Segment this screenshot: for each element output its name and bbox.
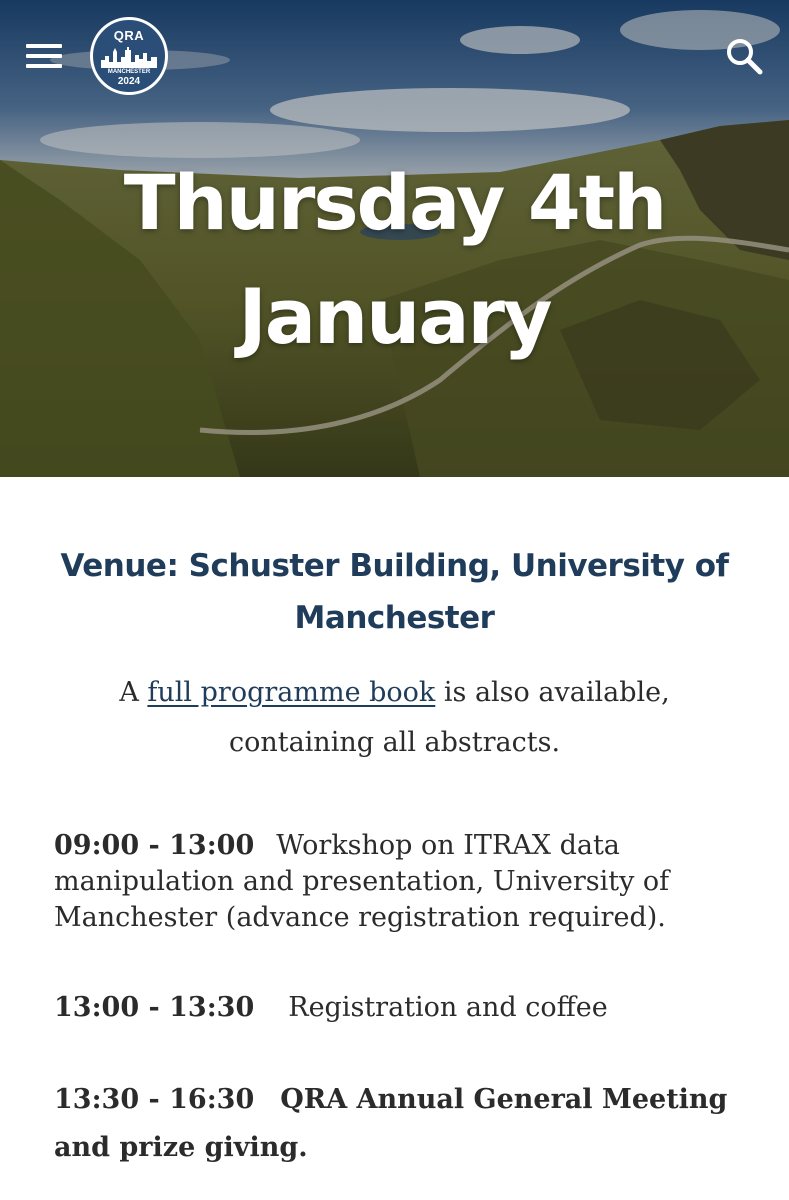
programme-intro-line-1 — [60, 668, 729, 718]
schedule-item — [54, 828, 744, 936]
schedule-time: 09:00 - 13:00 — [54, 830, 255, 861]
venue-heading-line-2: Manchester — [294, 600, 495, 636]
qra-manchester-2024-logo[interactable] — [90, 17, 168, 95]
logo-year-text: 2024 — [117, 76, 141, 87]
schedule-description: QRA Annual General Meeting and prize giving. — [54, 1084, 728, 1163]
schedule-time: 13:00 - 13:30 — [54, 992, 255, 1023]
page-title-line-1: Thursday 4th — [123, 158, 666, 247]
programme-intro — [60, 668, 729, 768]
schedule-description: Registration and coffee — [288, 992, 608, 1023]
search-icon[interactable] — [722, 34, 766, 78]
schedule-item — [54, 1076, 744, 1172]
skyline-icon — [101, 46, 157, 68]
schedule-item — [54, 988, 744, 1028]
venue-heading-line-1: Venue: Schuster Building, University of — [60, 548, 729, 584]
programme-intro-line-2: containing all abstracts. — [228, 727, 561, 758]
hero-banner — [0, 0, 789, 477]
intro-suffix: is also available, — [435, 677, 670, 708]
programme-book-link[interactable]: full programme book — [147, 677, 436, 708]
logo-top-text: QRA — [113, 28, 145, 43]
hamburger-menu-icon[interactable] — [26, 40, 64, 70]
page-title — [0, 146, 789, 374]
intro-prefix: A — [119, 677, 148, 708]
schedule-description: Workshop on ITRAX data manipulation and presentation, University of Manchester (advance registration required). — [54, 830, 670, 933]
logo-city-text: MANCHESTER — [107, 69, 151, 75]
page-title-line-2: January — [238, 272, 551, 361]
venue-heading — [60, 540, 729, 644]
schedule-time: 13:30 - 16:30 — [54, 1084, 255, 1115]
